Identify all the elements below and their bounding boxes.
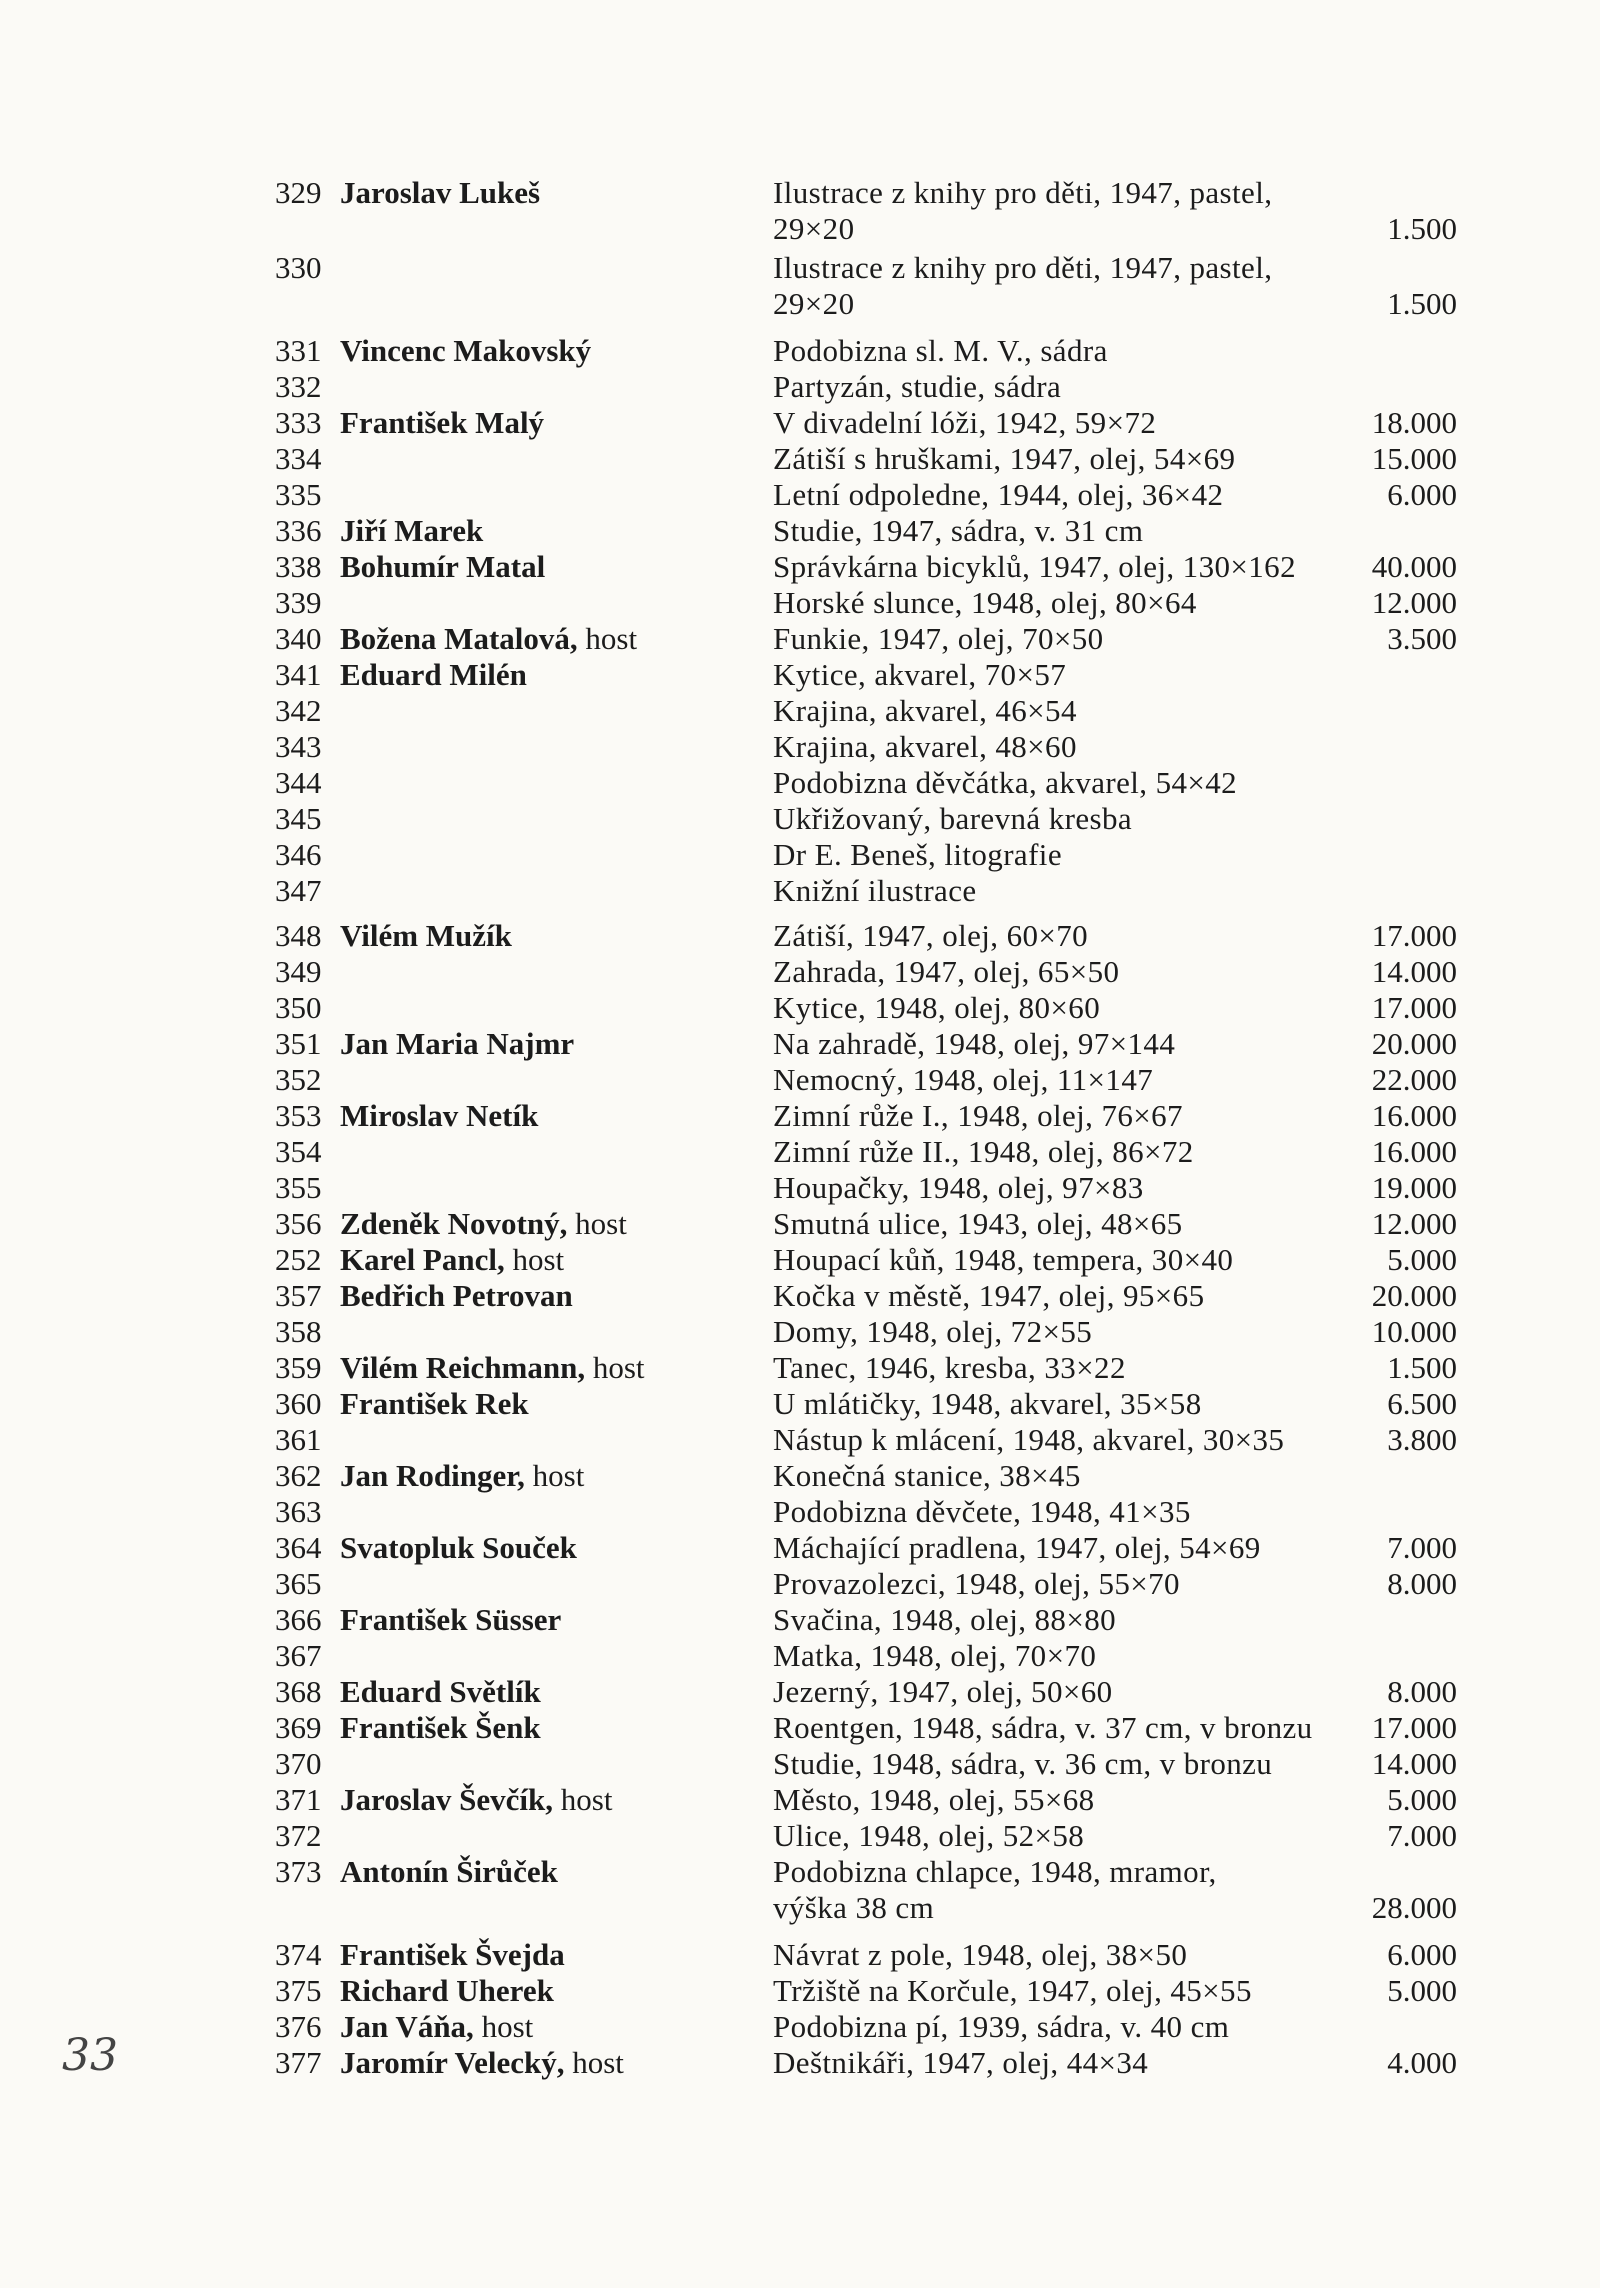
- artist-name-text: Bohumír Matal: [340, 549, 546, 584]
- artwork-price: 7.000: [1387, 1530, 1457, 1565]
- artwork-description: Houpačky, 1948, olej, 97×83: [773, 1170, 1144, 1205]
- catalog-entry: [0, 1494, 1600, 1530]
- artist-name-text: Eduard Milén: [340, 657, 527, 692]
- artist-name-text: Jaroslav Lukeš: [340, 175, 541, 210]
- catalog-entry: [0, 1242, 1600, 1278]
- artwork-price: 12.000: [1371, 1206, 1457, 1241]
- entry-number: 376: [275, 2009, 322, 2044]
- entry-number: 372: [275, 1818, 322, 1853]
- artwork-description: Partyzán, studie, sádra: [773, 369, 1062, 404]
- artwork-description: Matka, 1948, olej, 70×70: [773, 1638, 1097, 1673]
- artwork-price: 14.000: [1371, 1746, 1457, 1781]
- artist-name: [340, 1854, 558, 1890]
- catalog-entry: [0, 918, 1600, 954]
- entry-number: 348: [275, 918, 322, 953]
- artwork-price: 16.000: [1371, 1134, 1457, 1169]
- catalog-entry: [0, 1710, 1600, 1746]
- artwork-description: Studie, 1948, sádra, v. 36 cm, v bronzu: [773, 1746, 1273, 1781]
- catalog-entry: [0, 1674, 1600, 1710]
- entry-number: 352: [275, 1062, 322, 1097]
- artist-name: [340, 175, 540, 211]
- artwork-price: 17.000: [1371, 918, 1457, 953]
- entry-number: 350: [275, 990, 322, 1025]
- artwork-description: Na zahradě, 1948, olej, 97×144: [773, 1026, 1176, 1061]
- artist-name: [340, 1242, 564, 1278]
- catalog-entry: [0, 1278, 1600, 1314]
- catalog-entry: [0, 1062, 1600, 1098]
- artwork-price: 7.000: [1387, 1818, 1457, 1853]
- catalog-entry: [0, 873, 1600, 909]
- catalog-entry: [0, 1026, 1600, 1062]
- artwork-price: 19.000: [1371, 1170, 1457, 1205]
- artwork-description: 29×20: [773, 286, 855, 321]
- entry-number: 371: [275, 1782, 322, 1817]
- artwork-price: 1.500: [1387, 286, 1457, 321]
- artwork-price: 5.000: [1387, 1242, 1457, 1277]
- page-number: 33: [62, 2030, 118, 2081]
- catalog-entry: [0, 2045, 1600, 2081]
- artist-name-text: Jaromír Velecký,: [340, 2045, 565, 2080]
- artwork-description: Ulice, 1948, olej, 52×58: [773, 1818, 1085, 1853]
- artwork-description: Město, 1948, olej, 55×68: [773, 1782, 1095, 1817]
- artwork-description: Domy, 1948, olej, 72×55: [773, 1314, 1093, 1349]
- artwork-price: 10.000: [1371, 1314, 1457, 1349]
- artist-name: [340, 1458, 584, 1494]
- entry-number: 365: [275, 1566, 322, 1601]
- artwork-description: Podobizna pí, 1939, sádra, v. 40 cm: [773, 2009, 1230, 2044]
- artwork-description: Kočka v městě, 1947, olej, 95×65: [773, 1278, 1205, 1313]
- catalog-entry: [0, 729, 1600, 765]
- entry-number: 360: [275, 1386, 322, 1421]
- catalog-entry: [0, 477, 1600, 513]
- artwork-price: 17.000: [1371, 1710, 1457, 1745]
- catalog-entry: [0, 1818, 1600, 1854]
- host-label: host: [512, 1242, 565, 1277]
- host-label: host: [592, 1350, 645, 1385]
- artist-name-text: Vincenc Makovský: [340, 333, 592, 368]
- artist-name: [340, 1098, 538, 1134]
- entry-number: 359: [275, 1350, 322, 1385]
- artist-name: [340, 1278, 573, 1314]
- artwork-description: Návrat z pole, 1948, olej, 38×50: [773, 1937, 1188, 1972]
- artist-name-text: Bedřich Petrovan: [340, 1278, 573, 1313]
- catalog-entry: [0, 369, 1600, 405]
- artwork-description: Máchající pradlena, 1947, olej, 54×69: [773, 1530, 1261, 1565]
- artist-name: [340, 1026, 574, 1062]
- artwork-description: Zátiší s hruškami, 1947, olej, 54×69: [773, 441, 1236, 476]
- artist-name-text: František Švejda: [340, 1937, 565, 1972]
- artist-name: [340, 1973, 554, 2009]
- catalog-entry: [0, 1350, 1600, 1386]
- entry-number: 336: [275, 513, 322, 548]
- entry-number: 335: [275, 477, 322, 512]
- artwork-description: Tanec, 1946, kresba, 33×22: [773, 1350, 1126, 1385]
- catalog-entry: [0, 621, 1600, 657]
- artwork-description: Deštnikáři, 1947, olej, 44×34: [773, 2045, 1149, 2080]
- entry-number: 332: [275, 369, 322, 404]
- artist-name: [340, 621, 637, 657]
- artwork-price: 12.000: [1371, 585, 1457, 620]
- entry-number: 358: [275, 1314, 322, 1349]
- catalog-entry: [0, 585, 1600, 621]
- artist-name-text: Jan Váňa,: [340, 2009, 474, 2044]
- artwork-description: Ilustrace z knihy pro děti, 1947, pastel,: [773, 175, 1273, 210]
- catalog-entry: [0, 1458, 1600, 1494]
- artwork-price: 4.000: [1387, 2045, 1457, 2080]
- artist-name-text: František Malý: [340, 405, 545, 440]
- entry-number: 333: [275, 405, 322, 440]
- artwork-description: výška 38 cm: [773, 1890, 935, 1925]
- artwork-price: 16.000: [1371, 1098, 1457, 1133]
- catalog-entry: [0, 765, 1600, 801]
- entry-number: 363: [275, 1494, 322, 1529]
- artist-name: [340, 2045, 624, 2081]
- entry-number: 370: [275, 1746, 322, 1781]
- catalog-entry: [0, 1134, 1600, 1170]
- catalog-entry: [0, 286, 1600, 322]
- catalog-entry: [0, 1602, 1600, 1638]
- host-label: host: [585, 621, 638, 656]
- artwork-description: Kytice, 1948, olej, 80×60: [773, 990, 1101, 1025]
- artwork-description: Konečná stanice, 38×45: [773, 1458, 1081, 1493]
- catalog-entry: [0, 1206, 1600, 1242]
- entry-number: 377: [275, 2045, 322, 2080]
- catalog-entry: [0, 441, 1600, 477]
- artist-name: [340, 1782, 612, 1818]
- artist-name-text: Jiří Marek: [340, 513, 484, 548]
- artwork-description: Jezerný, 1947, olej, 50×60: [773, 1674, 1113, 1709]
- artist-name: [340, 1674, 541, 1710]
- artist-name: [340, 1530, 577, 1566]
- catalog-entry: [0, 1746, 1600, 1782]
- entry-number: 342: [275, 693, 322, 728]
- artwork-description: 29×20: [773, 211, 855, 246]
- entry-number: 355: [275, 1170, 322, 1205]
- artwork-price: 6.000: [1387, 1937, 1457, 1972]
- host-label: host: [560, 1782, 613, 1817]
- entry-number: 341: [275, 657, 322, 692]
- artwork-description: Tržiště na Korčule, 1947, olej, 45×55: [773, 1973, 1252, 2008]
- artist-name: [340, 1206, 627, 1242]
- entry-number: 374: [275, 1937, 322, 1972]
- entry-number: 334: [275, 441, 322, 476]
- entry-number: 375: [275, 1973, 322, 2008]
- artwork-price: 28.000: [1371, 1890, 1457, 1925]
- artist-name-text: Vilém Reichmann,: [340, 1350, 586, 1385]
- entry-number: 354: [275, 1134, 322, 1169]
- artwork-description: Zimní růže I., 1948, olej, 76×67: [773, 1098, 1183, 1133]
- catalog-entry: [0, 990, 1600, 1026]
- catalog-entry: [0, 837, 1600, 873]
- artwork-price: 18.000: [1371, 405, 1457, 440]
- artwork-price: 17.000: [1371, 990, 1457, 1025]
- host-label: host: [532, 1458, 585, 1493]
- artist-name: [340, 657, 527, 693]
- artist-name-text: Jan Maria Najmr: [340, 1026, 575, 1061]
- artist-name-text: František Rek: [340, 1386, 529, 1421]
- artist-name-text: Svatopluk Souček: [340, 1530, 577, 1565]
- entry-number: 366: [275, 1602, 322, 1637]
- artwork-price: 20.000: [1371, 1278, 1457, 1313]
- catalog-entry: [0, 333, 1600, 369]
- artwork-price: 8.000: [1387, 1566, 1457, 1601]
- artwork-price: 1.500: [1387, 1350, 1457, 1385]
- catalog-entry: [0, 1782, 1600, 1818]
- artist-name-text: Eduard Světlík: [340, 1674, 541, 1709]
- artist-name-text: Vilém Mužík: [340, 918, 512, 953]
- entry-number: 338: [275, 549, 322, 584]
- artist-name: [340, 1386, 529, 1422]
- artwork-price: 14.000: [1371, 954, 1457, 989]
- artwork-description: Zátiší, 1947, olej, 60×70: [773, 918, 1089, 953]
- artist-name-text: Zdeněk Novotný,: [340, 1206, 568, 1241]
- artwork-price: 40.000: [1371, 549, 1457, 584]
- entry-number: 343: [275, 729, 322, 764]
- entry-number: 373: [275, 1854, 322, 1889]
- artist-name-text: Miroslav Netík: [340, 1098, 539, 1133]
- artist-name: [340, 549, 545, 585]
- artwork-description: Zahrada, 1947, olej, 65×50: [773, 954, 1120, 989]
- catalog-entry: [0, 405, 1600, 441]
- entry-number: 331: [275, 333, 322, 368]
- artist-name-text: František Šenk: [340, 1710, 541, 1745]
- artist-name: [340, 1937, 565, 1973]
- entry-number: 347: [275, 873, 322, 908]
- catalog-entry: [0, 1638, 1600, 1674]
- artwork-price: 5.000: [1387, 1782, 1457, 1817]
- artwork-description: V divadelní lóži, 1942, 59×72: [773, 405, 1157, 440]
- entry-number: 340: [275, 621, 322, 656]
- artist-name-text: Jan Rodinger,: [340, 1458, 525, 1493]
- artist-name: [340, 918, 512, 954]
- artwork-price: 8.000: [1387, 1674, 1457, 1709]
- artwork-description: Funkie, 1947, olej, 70×50: [773, 621, 1104, 656]
- artwork-description: Kytice, akvarel, 70×57: [773, 657, 1067, 692]
- entry-number: 369: [275, 1710, 322, 1745]
- artwork-description: Podobizna děvčete, 1948, 41×35: [773, 1494, 1191, 1529]
- artist-name: [340, 1710, 541, 1746]
- catalog-entry: [0, 175, 1600, 211]
- artist-name: [340, 405, 544, 441]
- artwork-description: Smutná ulice, 1943, olej, 48×65: [773, 1206, 1183, 1241]
- artwork-description: Krajina, akvarel, 48×60: [773, 729, 1077, 764]
- artwork-description: Roentgen, 1948, sádra, v. 37 cm, v bronzu: [773, 1710, 1313, 1745]
- host-label: host: [572, 2045, 624, 2080]
- catalog-entry: [0, 657, 1600, 693]
- entry-number: 351: [275, 1026, 322, 1061]
- artist-name-text: Antonín Širůček: [340, 1854, 558, 1889]
- entry-number: 349: [275, 954, 322, 989]
- catalog-entry: [0, 549, 1600, 585]
- catalog-entry: [0, 513, 1600, 549]
- catalog-entry: [0, 1170, 1600, 1206]
- entry-number: 353: [275, 1098, 322, 1133]
- artist-name: [340, 1350, 645, 1386]
- artwork-description: U mlátičky, 1948, akvarel, 35×58: [773, 1386, 1202, 1421]
- entry-number: 368: [275, 1674, 322, 1709]
- artwork-description: Podobizna chlapce, 1948, mramor,: [773, 1854, 1217, 1889]
- entry-number: 330: [275, 250, 322, 285]
- artwork-price: 22.000: [1371, 1062, 1457, 1097]
- artwork-price: 15.000: [1371, 441, 1457, 476]
- catalog-entry: [0, 250, 1600, 286]
- entry-number: 367: [275, 1638, 322, 1673]
- entry-number: 346: [275, 837, 322, 872]
- artwork-price: 3.500: [1387, 621, 1457, 656]
- catalog-entry: [0, 1422, 1600, 1458]
- artwork-description: Svačina, 1948, olej, 88×80: [773, 1602, 1116, 1637]
- artist-name: [340, 333, 591, 369]
- entry-number: 252: [275, 1242, 322, 1277]
- artist-name: [340, 1602, 561, 1638]
- artwork-description: Studie, 1947, sádra, v. 31 cm: [773, 513, 1144, 548]
- catalog-entry: [0, 1937, 1600, 1973]
- artwork-description: Nemocný, 1948, olej, 11×147: [773, 1062, 1154, 1097]
- entry-number: 356: [275, 1206, 322, 1241]
- artwork-description: Podobizna děvčátka, akvarel, 54×42: [773, 765, 1238, 800]
- entry-number: 357: [275, 1278, 322, 1313]
- artwork-description: Podobizna sl. M. V., sádra: [773, 333, 1108, 368]
- artwork-description: Dr E. Beneš, litografie: [773, 837, 1062, 872]
- catalog-entry: [0, 693, 1600, 729]
- artwork-price: 6.500: [1387, 1386, 1457, 1421]
- host-label: host: [481, 2009, 534, 2044]
- catalog-entry: [0, 1854, 1600, 1890]
- catalog-entry: [0, 954, 1600, 990]
- artist-name-text: Božena Matalová,: [340, 621, 578, 656]
- entry-number: 364: [275, 1530, 322, 1565]
- artwork-description: Nástup k mlácení, 1948, akvarel, 30×35: [773, 1422, 1285, 1457]
- catalog-entry: [0, 211, 1600, 247]
- catalog-entry: [0, 1530, 1600, 1566]
- artwork-description: Knižní ilustrace: [773, 873, 977, 908]
- artwork-price: 3.800: [1387, 1422, 1457, 1457]
- artwork-description: Provazolezci, 1948, olej, 55×70: [773, 1566, 1180, 1601]
- artist-name: [340, 2009, 533, 2045]
- entry-number: 329: [275, 175, 322, 210]
- catalog-entry: [0, 1386, 1600, 1422]
- artist-name-text: Karel Pancl,: [340, 1242, 505, 1277]
- entry-number: 362: [275, 1458, 322, 1493]
- entry-number: 361: [275, 1422, 322, 1457]
- catalog-entry: [0, 1098, 1600, 1134]
- entry-number: 339: [275, 585, 322, 620]
- artwork-price: 1.500: [1387, 211, 1457, 246]
- entry-number: 345: [275, 801, 322, 836]
- catalog-entry: [0, 1973, 1600, 2009]
- catalog-entry: [0, 1314, 1600, 1350]
- artwork-price: 6.000: [1387, 477, 1457, 512]
- artwork-description: Ilustrace z knihy pro děti, 1947, pastel,: [773, 250, 1273, 285]
- artist-name-text: František Süsser: [340, 1602, 562, 1637]
- artist-name-text: Jaroslav Ševčík,: [340, 1782, 553, 1817]
- artist-name-text: Richard Uherek: [340, 1973, 554, 2008]
- artwork-description: Houpací kůň, 1948, tempera, 30×40: [773, 1242, 1234, 1277]
- catalog-entry: [0, 801, 1600, 837]
- artwork-description: Zimní růže II., 1948, olej, 86×72: [773, 1134, 1194, 1169]
- artwork-price: 20.000: [1371, 1026, 1457, 1061]
- artwork-description: Správkárna bicyklů, 1947, olej, 130×162: [773, 549, 1296, 584]
- host-label: host: [575, 1206, 627, 1241]
- artwork-description: Krajina, akvarel, 46×54: [773, 693, 1077, 728]
- artwork-description: Letní odpoledne, 1944, olej, 36×42: [773, 477, 1224, 512]
- entry-number: 344: [275, 765, 322, 800]
- catalog-entry: [0, 2009, 1600, 2045]
- catalog-entry: [0, 1890, 1600, 1926]
- artwork-price: 5.000: [1387, 1973, 1457, 2008]
- catalog-entry: [0, 1566, 1600, 1602]
- artwork-description: Horské slunce, 1948, olej, 80×64: [773, 585, 1197, 620]
- artist-name: [340, 513, 483, 549]
- artwork-description: Ukřižovaný, barevná kresba: [773, 801, 1132, 836]
